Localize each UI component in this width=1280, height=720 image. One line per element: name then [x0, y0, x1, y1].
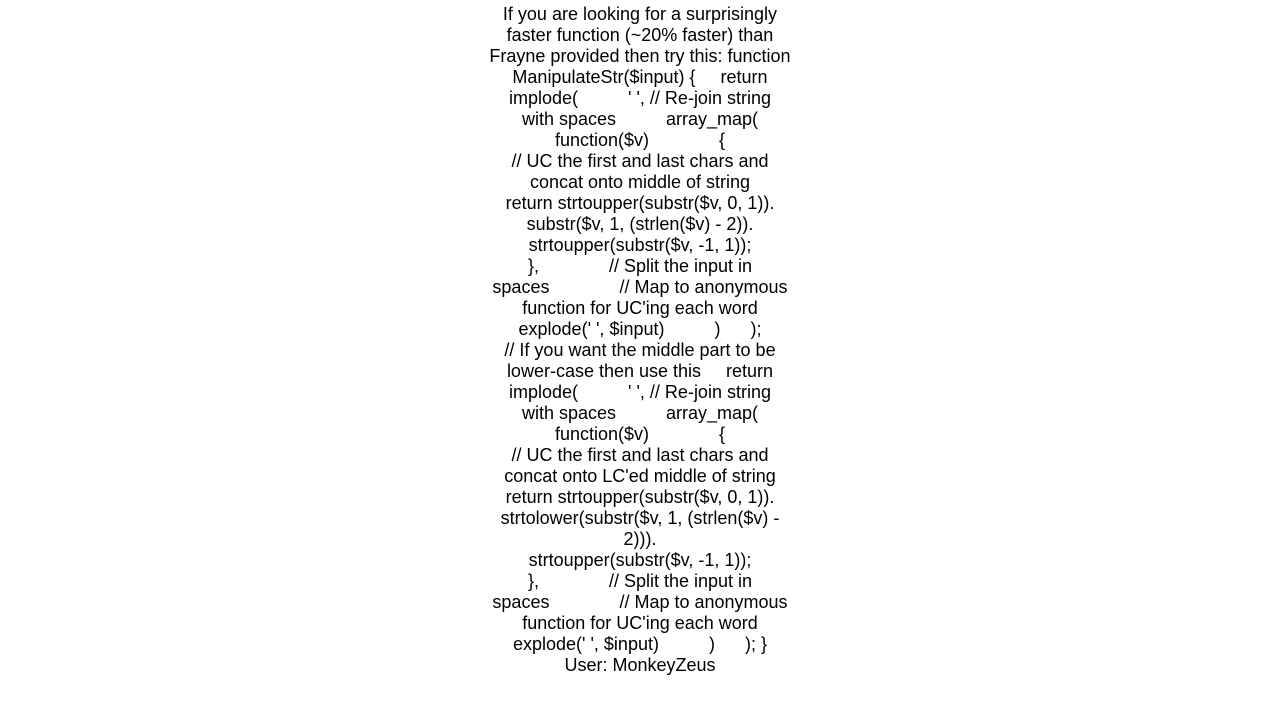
post-text-line: Frayne provided then try this: function: [489, 46, 791, 66]
post-content: [0, 4, 1280, 676]
post-text-line: 2))).: [623, 529, 657, 549]
post-text-line: with spaces array_map(: [521, 403, 759, 423]
post-text-line: function for UC'ing each word: [522, 613, 758, 633]
post-text-line: }, // Split the input in: [527, 256, 753, 276]
post-text-line: explode(' ', $input) ) );: [518, 319, 762, 339]
post-text-line: substr($v, 1, (strlen($v) - 2)).: [526, 214, 754, 234]
post-text-line: faster function (~20% faster) than: [506, 25, 774, 45]
post-text-line: If you are looking for a surprisingly: [502, 4, 778, 24]
post-text-line: // UC the first and last chars and: [511, 445, 769, 465]
post-text-line: function for UC'ing each word: [522, 298, 758, 318]
post-text-line: concat onto middle of string: [529, 172, 751, 192]
post-text-line: spaces // Map to anonymous: [492, 592, 788, 612]
post-text-line: strtoupper(substr($v, -1, 1));: [528, 235, 752, 255]
post-text-line: lower-case then use this return: [506, 361, 774, 381]
post-author: User: MonkeyZeus: [564, 655, 716, 675]
post-text-line: // If you want the middle part to be: [504, 340, 776, 360]
post-body: [0, 4, 1280, 655]
post-text-line: with spaces array_map(: [521, 109, 759, 129]
post-text-line: ManipulateStr($input) { return: [512, 67, 768, 87]
post-text-line: strtoupper(substr($v, -1, 1));: [528, 550, 752, 570]
post-text-line: implode( ' ', // Re-join string: [509, 88, 771, 108]
post-text-line: explode(' ', $input) ) ); }: [513, 634, 767, 654]
post-text-line: function($v) {: [554, 424, 726, 444]
post-text-line: implode( ' ', // Re-join string: [509, 382, 771, 402]
post-text-line: }, // Split the input in: [527, 571, 753, 591]
post-text-line: // UC the first and last chars and: [511, 151, 769, 171]
post-text-line: strtolower(substr($v, 1, (strlen($v) -: [500, 508, 780, 528]
post-text-line: concat onto LC'ed middle of string: [504, 466, 776, 486]
post-text-line: function($v) {: [554, 130, 726, 150]
post-text-line: return strtoupper(substr($v, 0, 1)).: [505, 487, 775, 507]
post-text-line: spaces // Map to anonymous: [492, 277, 788, 297]
post-text-line: return strtoupper(substr($v, 0, 1)).: [505, 193, 775, 213]
